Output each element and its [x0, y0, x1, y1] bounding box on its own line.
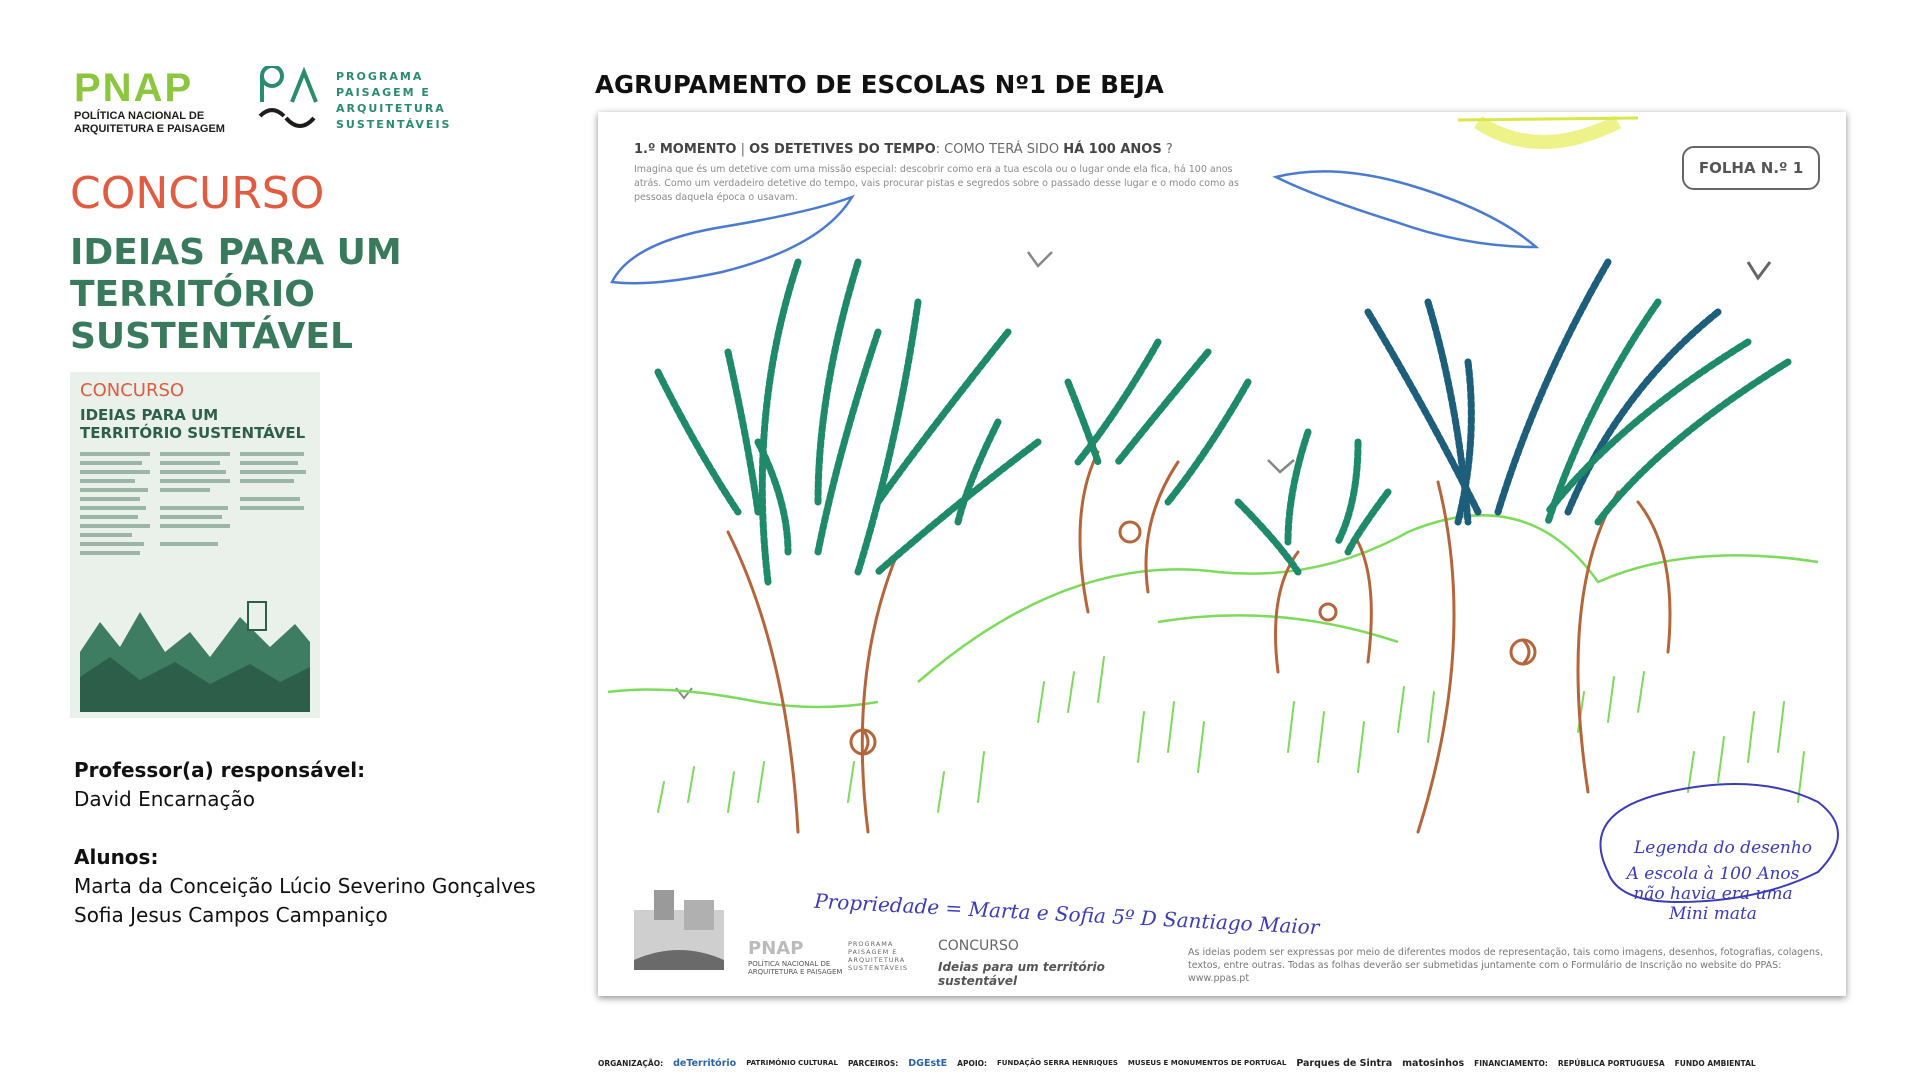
- teacher-label: Professor(a) responsável:: [74, 758, 366, 782]
- poster-concurso: CONCURSO: [80, 380, 185, 401]
- sheet-ppas-text: [848, 940, 908, 972]
- competition-poster: [70, 372, 320, 718]
- drawing-handwritten-credit: Propriedade = Marta e Sofia 5º D Santiago Maior: [813, 888, 1320, 940]
- poster-illustration: [80, 452, 310, 712]
- sheet-ppas-line: ARQUITETURA: [848, 956, 906, 964]
- competition-title-line: SUSTENTÁVEL: [70, 316, 353, 357]
- competition-title-line: TERRITÓRIO: [70, 274, 315, 315]
- students-label: Alunos:: [74, 845, 159, 869]
- sheet-header: 1.º MOMENTO | OS DETETIVES DO TEMPO: COMO TERÁ SIDO HÁ 100 ANOS ? Imagina que és um detetive com uma missão especial: descobrir como era a tua escola ou o lugar onde ela fica, há 100 anos atrás. Como um verdadeiro detetive do tempo, vais procurar pistas e segredos sobre o passado desse lugar e o modo como as pessoas daquela época o usavam.: [634, 142, 1254, 205]
- competition-label: CONCURSO: [70, 168, 325, 219]
- sheet-ppas-line: SUSTENTÁVEIS: [848, 964, 909, 972]
- drawing-legend-title: Legenda do desenho: [1634, 838, 1813, 858]
- poster-title: [80, 406, 305, 442]
- ppas-line: PROGRAMA: [336, 70, 424, 83]
- student-name: Sofia Jesus Campos Campaniço: [74, 903, 388, 927]
- sponsors-strip: [598, 1050, 1848, 1076]
- sheet-ppas-line: PAISAGEM E: [848, 948, 898, 956]
- sheet-footer-note: As ideias podem ser expressas por meio de diferentes modos de representação, tais como imagens, desenhos, fotografias, colagens, textos, entre outras. Todas as folhas deverão ser submetidas juntamente com o Formulário de Inscrição no website do PPAS: www.ppas.pt: [1188, 947, 1824, 984]
- student-name: Marta da Conceição Lúcio Severino Gonçalves: [74, 874, 536, 898]
- support-logo-matosinhos: matosinhos: [1402, 1057, 1465, 1069]
- support-logo-fundacao: FUNDAÇÃO SERRA HENRIQUES: [997, 1059, 1118, 1067]
- sheet-pnap-mark: PNAP: [748, 938, 804, 959]
- org-label: ORGANIZAÇÃO:: [598, 1058, 664, 1068]
- partners-label: PARCEIROS:: [847, 1058, 899, 1068]
- org-logo-patrimonio: PATRIMÓNIO CULTURAL: [746, 1059, 838, 1067]
- drawing-legend-text: A escola à 100 Anos não havia era uma Mini mata: [1626, 864, 1800, 924]
- credits: [74, 756, 536, 930]
- pnap-logo-subtitle: [74, 110, 249, 136]
- sheet-pnap-sub: [748, 960, 842, 976]
- support-label: APOIO:: [957, 1058, 987, 1068]
- sheet-intro: Imagina que és um detetive com uma missão especial: descobrir como era a tua escola ou o lugar onde ela fica, há 100 anos atrás. Como um verdadeiro detetive do tempo, vais procurar pistas e segredos sobre o passado desse lugar e o modo como as pessoas daquela época o usavam.: [634, 164, 1239, 203]
- sheet-number-badge: FOLHA N.º 1: [1682, 146, 1820, 190]
- support-logo-sintra: Parques de Sintra: [1296, 1057, 1393, 1069]
- ppas-line: PAISAGEM E: [336, 86, 431, 99]
- teacher-name: David Encarnação: [74, 787, 255, 811]
- sheet-ppas-line: PROGRAMA: [848, 940, 894, 948]
- funding-logo-fundo-ambiental: FUNDO AMBIENTAL: [1674, 1058, 1756, 1068]
- ppas-logo: [256, 66, 456, 146]
- ppas-line: SUSTENTÁVEIS: [336, 118, 452, 131]
- pnap-logo: [74, 66, 249, 136]
- pnap-subtitle-line: POLÍTICA NACIONAL DE: [74, 110, 205, 122]
- competition-title: [70, 232, 410, 358]
- detectives-label: OS DETETIVES DO TEMPO: [749, 142, 936, 157]
- question-part: : COMO TERÁ SIDO: [935, 142, 1060, 157]
- pnap-logo-mark: PNAP: [74, 66, 194, 110]
- poster-title-line: TERRITÓRIO SUSTENTÁVEL: [80, 424, 306, 442]
- question-emphasis: HÁ 100 ANOS: [1063, 142, 1162, 157]
- ppas-logo-text: [336, 69, 451, 133]
- sheet-concurso: CONCURSO: [938, 938, 1019, 954]
- moment-label: 1.º MOMENTO: [634, 142, 737, 157]
- ppas-mark-icon: [256, 66, 334, 142]
- poster-title-line: IDEIAS PARA UM: [80, 406, 219, 424]
- question-mark: ?: [1165, 142, 1173, 157]
- drawing-sheet: [598, 112, 1846, 996]
- funding-logo-republica: REPÚBLICA PORTUGUESA: [1557, 1058, 1665, 1068]
- pnap-subtitle-line: ARQUITETURA E PAISAGEM: [74, 123, 225, 135]
- school-title: AGRUPAMENTO DE ESCOLAS Nº1 DE BEJA: [595, 70, 1164, 99]
- sheet-pnap-line: POLÍTICA NACIONAL DE: [748, 960, 831, 968]
- org-logo-deterritorio: deTerritório: [673, 1057, 737, 1069]
- competition-title-line: IDEIAS PARA UM: [70, 232, 402, 273]
- sheet-pnap-line: ARQUITETURA E PAISAGEM: [748, 968, 843, 976]
- funding-label: FINANCIAMENTO:: [1474, 1058, 1548, 1068]
- partner-logo-dgeste: DGEstE: [908, 1057, 948, 1069]
- ppas-line: ARQUITETURA: [336, 102, 446, 115]
- sheet-logos: [748, 932, 1178, 988]
- support-logo-museus: MUSEUS E MONUMENTOS DE PORTUGAL: [1127, 1059, 1287, 1067]
- sheet-tagline: Ideias para um território sustentável: [938, 960, 1105, 988]
